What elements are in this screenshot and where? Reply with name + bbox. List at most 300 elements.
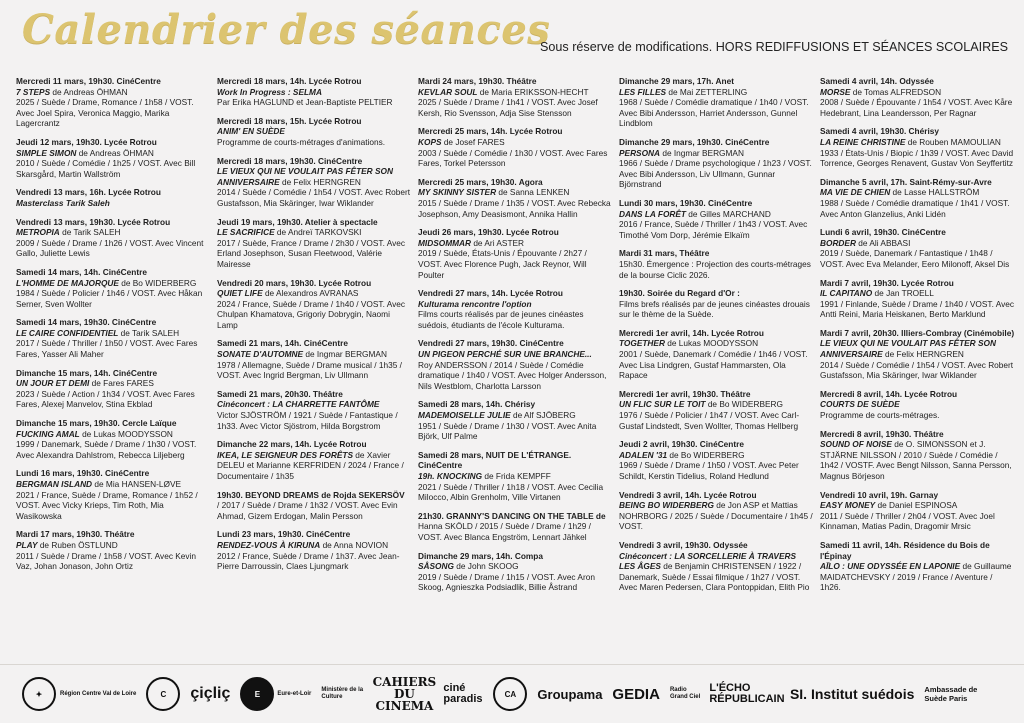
schedule-column	[820, 76, 1015, 662]
screening-heading: Dimanche 29 mars, 17h. Anet	[619, 76, 734, 86]
screening-entry	[16, 217, 211, 259]
logo-eure-et-loir: E Eure-et-Loir	[240, 674, 311, 714]
film-title: MA VIE DE CHIEN	[820, 187, 891, 198]
film-title-line	[16, 328, 179, 338]
film-title-line	[418, 238, 524, 248]
film-title-line	[16, 148, 154, 158]
film-details: 2012 / France, Suède / Drame / 1h37. Avec Jean-Pierre Darroussin, Claes Ljungmark	[217, 550, 400, 572]
film-title: LE VIEUX QUI NE VOULAIT PAS FÊTER SON ANNIVERSAIRE	[820, 338, 996, 360]
film-director: de Alexandros AVRANAS	[262, 288, 359, 299]
film-details: Programme de courts-métrages.	[820, 410, 940, 421]
film-director: de Rouben MAMOULIAN	[905, 136, 1001, 147]
film-details: 2009 / Suède / Drame / 1h26 / VOST. Avec Vincent Gallo, Juliette Lewis	[16, 237, 204, 259]
film-details: 2017 / Suède / Thriller / 1h50 / VOST. Avec Fares Fares, Yasser Ali Maher	[16, 338, 198, 360]
film-director: de Ali ABBASI	[855, 237, 911, 248]
film-title-line	[820, 137, 1001, 147]
film-title: UN PIGEON PERCHÉ SUR UNE BRANCHE...	[418, 349, 592, 360]
film-title-line	[619, 209, 771, 219]
film-title-line	[820, 399, 900, 409]
screening-entry	[16, 76, 211, 129]
film-title-line	[217, 540, 388, 550]
film-director: de Maria ERIKSSON-HECHT	[477, 86, 589, 97]
film-details: 1933 / États-Unis / Biopic / 1h39 / VOST. Avec David Torrence, Georges Renavent, Gustav Von Seyffertitz	[820, 147, 1014, 169]
film-title: COURTS DE SUÈDE	[820, 399, 900, 410]
film-title: BEING BO WIDERBERG	[619, 500, 714, 511]
film-title-line	[619, 399, 783, 409]
screening-entry	[820, 76, 1015, 118]
screening-entry	[820, 177, 1015, 219]
screening-heading: 21h30. GRANNY'S DANCING ON THE TABLE de	[418, 510, 606, 521]
film-title-line	[16, 87, 128, 97]
film-title-line	[217, 87, 322, 97]
logo-region-centre: ✦ Région Centre Val de Loire	[22, 674, 136, 714]
film-details: Films brefs réalisés par de jeunes cinéastes drouais sur le thème de la Suède.	[619, 298, 810, 320]
film-title: Cinéconcert : LA CHARRETTE FANTÔME	[217, 399, 380, 410]
screening-entry	[619, 76, 814, 129]
logo-ciclic: çiçliç	[190, 685, 231, 702]
film-details: Par Erika HAGLUND et Jean-Baptiste PELTIER	[217, 97, 393, 108]
film-details: 1999 / Danemark, Suède / Drame / 1h30 / VOST. Avec Alexandra Dahlstrom, Rebecca Liljeberg	[16, 439, 197, 460]
screening-entry	[418, 551, 613, 593]
film-title-line	[820, 187, 979, 197]
film-title-line	[16, 429, 173, 439]
screening-heading: Samedi 21 mars, 20h30. Théâtre	[217, 388, 343, 399]
film-director: de Josef FARES	[441, 136, 505, 147]
film-title-line	[16, 479, 181, 489]
film-title: SÅSONG	[418, 561, 454, 572]
screening-entry	[820, 389, 1015, 421]
screening-entry	[217, 490, 412, 522]
region-circle-icon: ✦	[22, 677, 56, 711]
page-title: Calendrier des séances	[22, 6, 551, 53]
film-details: 1951 / Suède / Drame / 1h30 / VOST. Avec Anita Björk, Ulf Palme	[418, 420, 597, 442]
logo-cine-paradis: ciné paradis	[443, 682, 483, 705]
screening-heading: Lundi 23 mars, 19h30. CinéCentre	[217, 529, 351, 540]
film-director: de Tarik SALEH	[59, 227, 121, 238]
film-details: 2023 / Suède / Action / 1h34 / VOST. Avec Fares Fares, Alexej Manvelov, Stina Ekblad	[16, 388, 195, 410]
screening-heading: Samedi 14 mars, 14h. CinéCentre	[16, 266, 147, 277]
logo-radio-grand-ciel: Radio Grand Ciel	[669, 687, 701, 700]
film-director: de O. SIMONSSON et J. STJÄRNE NILSSON / 2010 / Suède / Comédie / 1h42 / VOSTF. Avec Bengt Nilsson, Sanna Persson, Magnus Börjeson	[820, 439, 1012, 481]
screening-heading: 19h30. BEYOND DREAMS de Rojda SEKERSÖV	[217, 489, 405, 500]
film-title: DANS LA FORÊT	[619, 208, 686, 219]
film-director: de Mai ZETTERLING	[666, 86, 748, 97]
eure-et-loir-icon: E	[240, 677, 274, 711]
screening-heading: Mardi 7 avril, 20h30. Illiers-Combray (Cinémobile)	[820, 327, 1015, 338]
logo-cahiers-du-cinema: CAHIERS DU CINEMA	[372, 675, 437, 713]
film-title-line	[217, 288, 358, 298]
screening-entry	[820, 278, 1015, 320]
film-title: LE VIEUX QUI NE VOULAIT PAS FÊTER SON ANNIVERSAIRE	[217, 166, 393, 187]
film-details: Victor SJÖSTRÖM / 1921 / Suède / Fantastique / 1h33. Avec Victor Sjöstrom, Hilda Borgstrom	[217, 410, 398, 431]
screening-heading: Mercredi 18 mars, 19h30. CinéCentre	[217, 155, 363, 166]
screening-entry	[619, 328, 814, 381]
film-details: Films courts réalisés par de jeunes cinéastes suédois, étudiants de l'école Kulturama.	[418, 309, 584, 330]
screening-heading: Mercredi 1er avril, 19h30. Théâtre	[619, 388, 751, 399]
film-details: 2003 / Suède / Comédie / 1h30 / VOST. Avec Fares Fares, Torkel Petersson	[418, 147, 608, 169]
screening-heading: Samedi 28 mars, NUIT DE L'ÉTRANGE. CinéCentre	[418, 449, 572, 471]
film-details: 2015 / Suède / Drame / 1h35 / VOST. Avec Rebecka Josephson, Amy Deasismont, Annika Hallin	[418, 197, 611, 219]
film-title-line	[217, 399, 379, 409]
schedule-columns	[16, 76, 1015, 662]
screening-heading: Dimanche 15 mars, 19h30. Cercle Laïque	[16, 418, 177, 429]
screening-entry	[418, 227, 613, 280]
film-title: MY SKINNY SISTER	[418, 187, 497, 198]
credit-agricole-icon: CA	[493, 677, 527, 711]
film-title-line	[16, 540, 118, 550]
film-title-line	[820, 439, 1012, 481]
film-title: ANIM' EN SUÈDE	[217, 126, 285, 137]
film-title-line	[418, 471, 551, 481]
page-subtitle: Sous réserve de modifications. HORS REDIFFUSIONS ET SÉANCES SCOLAIRES	[540, 40, 1008, 54]
film-title-line	[820, 238, 910, 248]
film-title: UN FLIC SUR LE TOIT	[619, 399, 706, 410]
screening-heading: Dimanche 29 mars, 19h30. CinéCentre	[619, 136, 770, 147]
screening-heading: Vendredi 10 avril, 19h. Garnay	[820, 489, 939, 500]
screening-heading: Mardi 7 avril, 19h30. Lycée Rotrou	[820, 277, 954, 288]
film-title-line	[217, 349, 387, 359]
screening-heading: Dimanche 5 avril, 17h. Saint-Rémy-sur-Avre	[820, 176, 992, 187]
screening-entry	[418, 450, 613, 503]
film-title: LA REINE CHRISTINE	[820, 136, 906, 147]
film-title-line	[418, 137, 505, 147]
screening-entry	[16, 418, 211, 460]
film-title-line	[418, 299, 532, 309]
screening-entry	[820, 126, 1015, 168]
screening-heading: Lundi 30 mars, 19h30. CinéCentre	[619, 197, 753, 208]
film-title: Cinéconcert : LA SORCELLERIE À TRAVERS LES ÂGES	[619, 550, 797, 572]
film-director: de Andreï TARKOVSKI	[274, 227, 362, 238]
film-details: 15h30. Émergence : Projection des courts-métrages de la bourse Ciclic 2026.	[619, 258, 811, 280]
film-details: / 2017 / Suède / Drame / 1h32 / VOST. Avec Evin Ahmad, Gizem Erdogan, Malin Persson	[217, 500, 398, 521]
film-title-line	[619, 551, 801, 572]
film-title: UN JOUR ET DEMI	[16, 378, 90, 389]
film-details: 1984 / Suède / Policier / 1h46 / VOST. Avec Håkan Serner, Sven Wollter	[16, 288, 203, 309]
logo-ministere-culture: Ministère de la Culture	[321, 687, 364, 700]
film-title-line	[418, 410, 576, 420]
film-details: 2001 / Suède, Danemark / Comédie / 1h46 / VOST. Avec Lisa Lindgren, Gustaf Hammarsten, Ola Rapace	[619, 349, 808, 381]
film-title-line	[820, 561, 1011, 592]
film-director: de Xavier DELEU et Marianne KERFRIDEN / 2024 / France / Documentaire / 1h35	[217, 449, 404, 481]
cinecentre-circle-icon: C	[146, 677, 180, 711]
film-title: PERSONA	[619, 147, 661, 158]
screening-heading: Dimanche 15 mars, 14h. CinéCentre	[16, 367, 158, 378]
film-director: de Tarik SALEH	[118, 327, 180, 338]
film-title: IKEA, LE SEIGNEUR DES FORÊTS	[217, 449, 353, 460]
film-title-line	[619, 500, 813, 531]
film-title: SIMPLE SIMON	[16, 147, 77, 158]
film-title-line	[820, 87, 941, 97]
film-director: de Guillaume MAIDATCHEVSKY / 2019 / France / Aventure / 1h26.	[820, 561, 1012, 593]
film-title-line	[217, 126, 285, 136]
screening-entry	[16, 187, 211, 208]
film-details: 1988 / Suède / Comédie dramatique / 1h41 / VOST. Avec Anton Glanzelius, Anki Lidén	[820, 197, 1010, 219]
film-title-line	[820, 288, 934, 298]
screening-heading: Samedi 4 avril, 14h. Odyssée	[820, 76, 934, 86]
film-director: de Bo WIDERBERG	[667, 449, 745, 460]
schedule-column	[418, 76, 613, 662]
film-director: de Andreas ÖHMAN	[76, 147, 154, 158]
film-title: 19h. KNOCKING	[418, 471, 483, 481]
film-details: 1976 / Suède / Policier / 1h47 / VOST. Avec Carl-Gustaf Lindstedt, Sven Wollter, Thomas Hellberg	[619, 410, 800, 431]
film-details: 1968 / Suède / Comédie dramatique / 1h40 / VOST. Avec Bibi Andersson, Harriet Andersson, Gunnel Lindblom	[619, 97, 809, 129]
screening-entry	[418, 177, 613, 219]
film-details: 2016 / France, Suède / Thriller / 1h43 / VOST. Avec Timothé Vom Dorp, Jérémie Elkaïm	[619, 219, 808, 240]
film-title: BORDER	[820, 237, 856, 248]
screening-entry	[217, 116, 412, 148]
screening-heading: Mercredi 18 mars, 14h. Lycée Rotrou	[217, 76, 362, 86]
sponsor-footer	[0, 664, 1024, 723]
screening-entry	[820, 227, 1015, 269]
screening-entry	[619, 490, 814, 532]
film-director: de Frida KEMPFF	[482, 471, 551, 481]
film-title-line	[619, 87, 747, 97]
film-director: de Andreas ÖHMAN	[50, 86, 128, 97]
film-title-line	[16, 198, 110, 208]
screening-heading: Samedi 11 avril, 14h. Résidence du Bois de l'Épinay	[820, 539, 990, 561]
screening-entry	[217, 278, 412, 331]
film-details: 2010 / Suède / Comédie / 1h25 / VOST. Avec Bill Skarsgård, Martin Wallström	[16, 158, 196, 179]
schedule-column	[619, 76, 814, 662]
film-title: RENDEZ-VOUS À KIRUNA	[217, 539, 321, 550]
film-title: BERGMAN ISLAND	[16, 479, 93, 489]
film-title: EASY MONEY	[820, 500, 876, 511]
screening-entry	[619, 439, 814, 481]
logo-cinecentre	[146, 674, 180, 714]
film-details: 2014 / Suède / Comédie / 1h54 / VOST. Avec Robert Gustafsson, Mia Skäringer, Iwar Wiklander	[217, 187, 411, 208]
screening-heading: Vendredi 13 mars, 19h30. Lycée Rotrou	[16, 216, 171, 227]
film-title-line	[217, 450, 404, 481]
screening-entry	[418, 288, 613, 330]
film-title: LE SACRIFICE	[217, 227, 275, 238]
film-title: KOPS	[418, 136, 442, 147]
schedule-column	[217, 76, 412, 662]
film-title-line	[16, 278, 196, 288]
film-details: 2024 / France, Suède / Drame / 1h40 / VOST. Avec Chulpan Khamatova, Grigoriy Dobrygin, Naomi Lamp	[217, 298, 406, 330]
film-title: L'HOMME DE MAJORQUE	[16, 277, 119, 288]
screening-entry	[16, 368, 211, 410]
screening-entry	[217, 529, 412, 571]
film-details: 2014 / Suède / Comédie / 1h54 / VOST. Avec Robert Gustafsson, Mia Skäringer, Iwar Wiklander	[820, 359, 1014, 381]
screening-entry	[418, 126, 613, 168]
screening-heading: 19h30. Soirée du Regard d'Or :	[619, 288, 740, 299]
screening-entry	[619, 137, 814, 190]
screening-entry	[217, 217, 412, 270]
film-title: LE CAIRE CONFIDENTIEL	[16, 327, 119, 338]
logo-institut-suedois: SI. Institut suédois	[789, 686, 915, 702]
screening-heading: Samedi 14 mars, 19h30. CinéCentre	[16, 317, 157, 328]
screening-heading: Mardi 24 mars, 19h30. Théâtre	[418, 76, 537, 86]
film-title: QUIET LIFE	[217, 288, 263, 299]
screening-entry	[217, 76, 412, 108]
logo-groupama: Groupama	[537, 686, 603, 702]
film-title-line	[619, 148, 744, 158]
film-director: de Bo WIDERBERG	[118, 277, 197, 288]
film-title-line	[619, 450, 745, 460]
screening-heading: Mardi 17 mars, 19h30. Théâtre	[16, 529, 135, 540]
screening-entry	[820, 490, 1015, 532]
screening-entry	[16, 267, 211, 309]
header	[0, 0, 1024, 72]
screening-entry	[418, 511, 613, 543]
film-title-line	[820, 338, 996, 359]
screening-heading: Mercredi 11 mars, 19h30. CinéCentre	[16, 76, 161, 86]
screening-entry	[418, 76, 613, 118]
film-director: de Felix HERNGREN	[279, 176, 361, 187]
screening-heading: Jeudi 19 mars, 19h30. Atelier à spectacle	[217, 216, 378, 227]
screening-heading: Jeudi 26 mars, 19h30. Lycée Rotrou	[418, 227, 559, 238]
screening-heading: Jeudi 12 mars, 19h30. Lycée Rotrou	[16, 136, 157, 147]
film-details: 2017 / Suède, France / Drame / 2h30 / VOST. Avec Erland Josephson, Susan Fleetwood, Valérie Mairesse	[217, 237, 406, 269]
film-title-line	[217, 166, 393, 187]
film-title: LES FILLES	[619, 86, 667, 97]
screening-heading: Mercredi 18 mars, 15h. Lycée Rotrou	[217, 115, 362, 126]
film-title: FUCKING AMAL	[16, 428, 80, 439]
screening-heading: Mercredi 25 mars, 14h. Lycée Rotrou	[418, 126, 563, 137]
screening-heading: Vendredi 3 avril, 19h30. Odyssée	[619, 539, 748, 550]
schedule-column	[16, 76, 211, 662]
film-title: MIDSOMMAR	[418, 237, 472, 248]
logo-credit-agricole	[493, 674, 527, 714]
film-title: METROPIA	[16, 227, 60, 238]
screening-entry	[217, 439, 412, 481]
film-director: de Ingmar BERGMAN	[660, 147, 744, 158]
screening-entry	[619, 540, 814, 593]
film-director: de Bo WIDERBERG	[705, 399, 783, 410]
screening-heading: Mardi 31 mars, Théâtre	[619, 248, 710, 259]
screening-heading: Mercredi 25 mars, 19h30. Agora	[418, 176, 543, 187]
film-title: PLAY	[16, 539, 38, 550]
film-director: de Alf SJÖBERG	[510, 410, 576, 421]
screening-heading: Vendredi 27 mars, 14h. Lycée Rotrou	[418, 288, 563, 299]
film-director: de Jon ASP et Mattias NOHRBORG / 2025 / Suède / Documentaire / 1h45 / VOST.	[619, 500, 813, 532]
screening-entry	[619, 198, 814, 240]
film-title-line	[418, 561, 519, 571]
film-title-line	[418, 187, 569, 197]
film-title: IL CAPITANO	[820, 288, 873, 299]
film-details: 2011 / Suède / Thriller / 2h04 / VOST. Avec Joel Kinnaman, Matias Padin, Dragomir Mrsic	[820, 510, 995, 532]
film-details: 2019 / Suède, États-Unis / Épouvante / 2h27 / VOST. Avec Florence Pugh, Jack Reynor, Will Poulter	[418, 248, 587, 280]
logo-gedia: GEDIA	[612, 685, 660, 703]
screening-heading: Lundi 16 mars, 19h30. CinéCentre	[16, 468, 150, 479]
logo-echo-republicain: L'ÉCHO RÉPUBLICAIN	[709, 682, 785, 705]
film-details: 2019 / Suède / Drame / 1h15 / VOST. Avec Aron Skoog, Agnieszka Podsiadlik, Billie Åstrand	[418, 571, 595, 593]
screening-entry	[619, 288, 814, 320]
film-details: Danemark, Suède / Essai filmique / 1h27 / VOST. Avec Maren Pedersen, Clara Pontoppidan, Elith Pio	[619, 571, 810, 593]
film-details: 2019 / Suède, Danemark / Fantastique / 1h48 / VOST. Avec Eva Melander, Eero Milonoff, Aksel Dis	[820, 248, 1010, 269]
film-director: de Ari ASTER	[471, 237, 525, 248]
screening-heading: Samedi 28 mars, 14h. Chérisy	[418, 399, 536, 410]
logo-ambassade-suede: Ambassade de Suède Paris	[924, 685, 978, 703]
film-title-line	[418, 349, 592, 359]
film-director: de Jan TROELL	[872, 288, 934, 299]
film-title: SONATE D'AUTOMNE	[217, 349, 304, 360]
film-details: Programme de courts-métrages d'animations.	[217, 136, 386, 147]
film-director: de John SKOOG	[453, 561, 519, 572]
film-title: MADEMOISELLE JULIE	[418, 410, 511, 421]
film-details: 1969 / Suède / Drame / 1h50 / VOST. Avec Peter Schildt, Kerstin Tidelius, Roland Hedlund	[619, 460, 799, 481]
screening-heading: Lundi 6 avril, 19h30. CinéCentre	[820, 227, 946, 238]
film-details: 1978 / Allemagne, Suède / Drame musical / 1h35 / VOST. Avec Ingrid Bergman, Liv Ullmann	[217, 359, 402, 381]
screening-entry	[16, 529, 211, 571]
film-title-line	[619, 338, 758, 348]
screening-heading: Vendredi 3 avril, 14h. Lycée Rotrou	[619, 489, 757, 500]
film-director: de Felix HERNGREN	[882, 349, 964, 360]
film-details: 1966 / Suède / Drame psychologique / 1h23 / VOST. Avec Bibi Andersson, Liv Ullmann, Gunnar Björnstrand	[619, 158, 812, 190]
film-director: de Lasse HALLSTRÖM	[890, 187, 980, 198]
film-director: de Ingmar BERGMAN	[303, 349, 387, 360]
screening-heading: Samedi 21 mars, 14h. CinéCentre	[217, 338, 348, 349]
screening-entry	[217, 338, 412, 380]
film-details: Roy ANDERSSON / 2014 / Suède / Comédie dramatique / 1h40 / VOST. Avec Holger Andersson, Nils Westblom, Charlotta Larsson	[418, 359, 607, 391]
screening-heading: Mercredi 8 avril, 14h. Lycée Rotrou	[820, 388, 958, 399]
film-details: Hanna SKÖLD / 2015 / Suède / Drame / 1h29 / VOST. Avec Blanca Engström, Lennart Jähkel	[418, 521, 591, 542]
film-title: SOUND OF NOISE	[820, 439, 892, 450]
film-director: de Lukas MOODYSSON	[664, 338, 759, 349]
film-title: AÏLO : UNE ODYSSÉE EN LAPONIE	[820, 561, 961, 572]
screening-entry	[16, 137, 211, 179]
screening-entry	[16, 468, 211, 521]
film-details: 2008 / Suède / Épouvante / 1h54 / VOST. Avec Kåre Hedebrant, Lina Leandersson, Per Ragnar	[820, 97, 1013, 118]
film-title: Kulturama rencontre l'option	[418, 298, 532, 309]
film-director: de Ruben ÖSTLUND	[37, 539, 118, 550]
screening-heading: Dimanche 22 mars, 14h. Lycée Rotrou	[217, 439, 367, 450]
screening-entry	[418, 399, 613, 441]
film-director: de Benjamin CHRISTENSEN / 1922 /	[660, 561, 802, 572]
screening-entry	[16, 317, 211, 359]
screening-entry	[820, 328, 1015, 381]
film-details: 2011 / Suède / Drame / 1h58 / VOST. Avec Kevin Vaz, Johan Jonason, John Ortiz	[16, 550, 197, 572]
screening-heading: Dimanche 29 mars, 14h. Compa	[418, 550, 543, 561]
film-title: TOGETHER	[619, 338, 665, 349]
film-director: de Lukas MOODYSSON	[79, 428, 173, 439]
film-director: de Sanna LENKEN	[496, 187, 570, 198]
film-title: Work In Progress : SELMA	[217, 86, 322, 97]
film-title-line	[820, 500, 957, 510]
screening-heading: Jeudi 2 avril, 19h30. CinéCentre	[619, 439, 744, 450]
film-details: 2025 / Suède / Drame / 1h41 / VOST. Avec Josef Kersh, Rio Svensson, Adja Sise Stensson	[418, 97, 598, 118]
screening-heading: Samedi 4 avril, 19h30. Chérisy	[820, 126, 939, 137]
film-director: de Gilles MARCHAND	[686, 208, 771, 219]
screening-heading: Vendredi 20 mars, 19h30. Lycée Rotrou	[217, 277, 372, 288]
screening-heading: Vendredi 27 mars, 19h30. CinéCentre	[418, 338, 564, 349]
screening-entry	[418, 338, 613, 391]
film-director: de Anna NOVION	[320, 539, 389, 550]
film-title: KEVLAR SOUL	[418, 86, 478, 97]
film-title-line	[418, 87, 589, 97]
screening-entry	[619, 389, 814, 431]
film-details: 2021 / Suède / Thriller / 1h18 / VOST. Avec Cecilia Milocco, Albin Grenholm, Ville Virtanen	[418, 481, 604, 503]
film-title-line	[217, 227, 361, 237]
film-title: MORSE	[820, 86, 851, 97]
film-director: de Daniel ESPINOSA	[875, 500, 958, 511]
screening-entry	[820, 540, 1015, 593]
film-details: 2025 / Suède / Drame, Romance / 1h58 / VOST. Avec Joel Spira, Veronica Maggio, Marika Lagercrantz	[16, 97, 194, 129]
film-title: 7 STEPS	[16, 86, 51, 97]
film-title-line	[16, 227, 121, 237]
screening-entry	[619, 248, 814, 280]
screening-entry	[820, 429, 1015, 482]
screening-heading: Vendredi 13 mars, 16h. Lycée Rotrou	[16, 187, 161, 198]
film-title: Masterclass Tarik Saleh	[16, 197, 110, 208]
screening-heading: Mercredi 1er avril, 14h. Lycée Rotrou	[619, 327, 764, 338]
film-title-line	[16, 378, 154, 388]
screening-entry	[217, 156, 412, 209]
film-details: 2021 / France, Suède / Drame, Romance / 1h52 / VOST. Avec Vicky Krieps, Tim Roth, Mia Wasikowska	[16, 489, 198, 521]
screening-heading: Mercredi 8 avril, 19h30. Théâtre	[820, 428, 944, 439]
film-title: ADALEN '31	[619, 449, 668, 460]
film-director: de Fares FARES	[89, 378, 154, 389]
